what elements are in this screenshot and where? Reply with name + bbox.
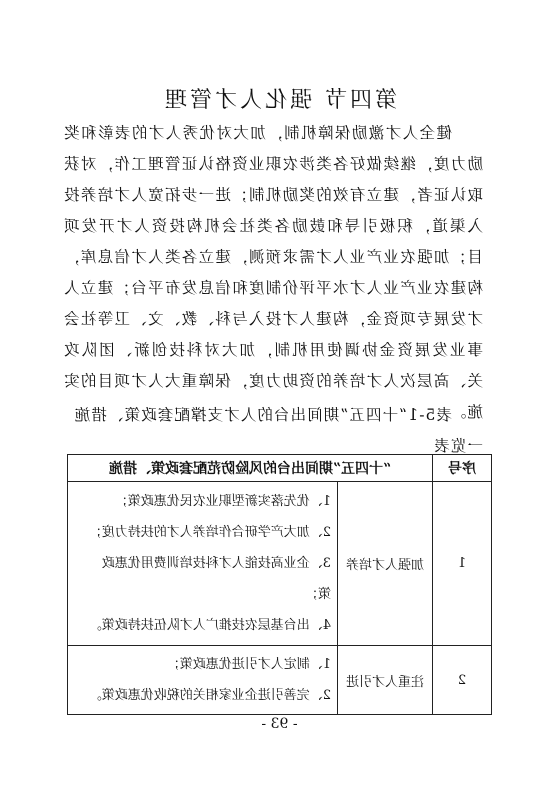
section-title: 第四节 强化人才管理 (162, 88, 397, 113)
row-measures (68, 482, 338, 646)
row-num: 1 (433, 482, 492, 646)
row-measures (68, 646, 338, 715)
header-num: 序号 (433, 455, 492, 482)
table-row (68, 646, 492, 715)
body-paragraph: 健全人才激励保障机制，加大对优秀人才的表彰和奖励力度，继续做好各类涉农职业资格认证管理工作，对获取认证者，建立有效的奖励机制；进一步拓宽人才培养投入渠道，积极引导和鼓励各类社会机构投资人才开发项目；加强农业产业人才需求预测，建立各类人才信息库，构建农业产业人才水平评价制度和信息发布平台；建立人才发展专项资金，构建人才投入与科、教、文、卫等社会事业发展资金协调使用机制，加大对科技创新、团队攻关、高层次人才培养的资助力度，保障重大人才项目的实施。 (63, 124, 483, 421)
measure-line: 3、企业高技能人才科技培训费用优惠政 (101, 556, 331, 571)
page-number: - 93 - (261, 716, 298, 732)
measure-line: 2、完善引进企业家相关的税收优惠政策。 (88, 688, 331, 703)
measure-line: 1、制定人才引进优惠政策； (166, 657, 331, 672)
row-item: 加强人才培养 (338, 482, 433, 646)
table-row (68, 482, 492, 646)
table-intro: 表5-1“十四五”期间出台的人才支撑配套政策、措施一览表 (73, 406, 483, 455)
measure-line: 1、优先落实新型职业农民优惠政策； (114, 494, 331, 509)
row-item: 注重人才引进 (338, 646, 433, 715)
measure-line: 2、加大产学研合作培养人才的扶持力度； (88, 525, 331, 540)
measure-line: 4、出台基层农技推广人才队伍扶持政策。 (88, 618, 331, 633)
row-num: 2 (433, 646, 492, 715)
policy-table (67, 454, 492, 715)
table-header-row (68, 455, 492, 482)
measure-line: 策； (304, 587, 331, 602)
header-policy: “十四五”期间出台的风险防范配套政策、措施 (68, 455, 433, 482)
